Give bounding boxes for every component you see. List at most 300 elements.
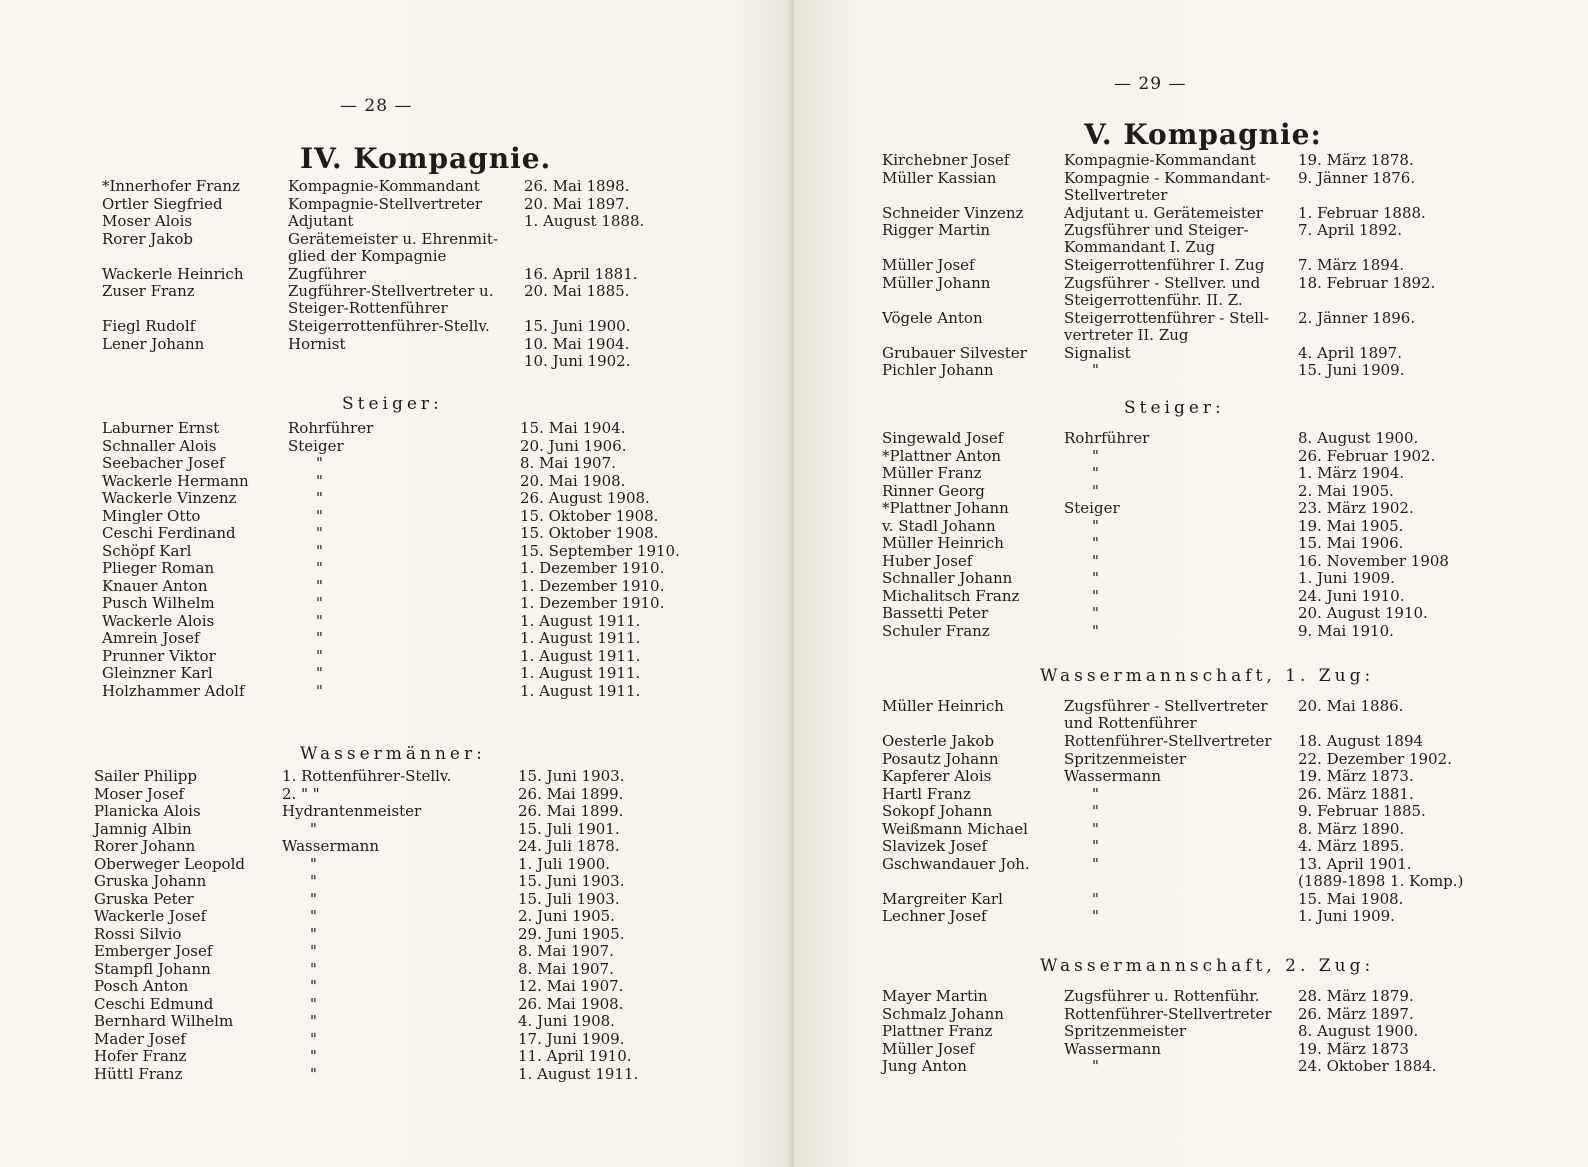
roster-row xyxy=(794,553,1588,571)
roster-row xyxy=(794,605,1588,623)
roster-row xyxy=(0,996,794,1014)
member-name: Wackerle Heinrich xyxy=(102,264,244,283)
member-role: Spritzenmeister xyxy=(1064,749,1186,768)
member-date: 1. August 1911. xyxy=(520,681,641,700)
member-name: Slavizek Josef xyxy=(882,837,988,855)
member-name: *Plattner Johann xyxy=(882,499,1009,517)
member-date: 19. März 1873 xyxy=(1298,1039,1409,1058)
member-name: Ceschi Edmund xyxy=(94,994,214,1013)
member-name: Mayer Martin xyxy=(882,987,988,1005)
member-name: Lechner Josef xyxy=(882,907,987,925)
member-date: 11. April 1910. xyxy=(518,1047,632,1065)
member-role: " xyxy=(310,942,317,960)
member-role: " xyxy=(310,819,317,838)
roster-row xyxy=(794,786,1588,804)
roster-row xyxy=(0,978,794,996)
section-title-steiger: Steiger: xyxy=(1124,398,1225,418)
member-date: 15. Juni 1903. xyxy=(518,767,625,785)
member-date: 1. August 1911. xyxy=(520,611,641,630)
member-date: 2. Juni 1905. xyxy=(518,907,615,925)
roster-row xyxy=(794,448,1588,466)
roster-row xyxy=(0,908,794,926)
member-role: " xyxy=(1092,621,1099,640)
member-date: 19. März 1878. xyxy=(1298,151,1414,169)
member-date: 1. Juni 1909. xyxy=(1298,569,1395,587)
member-role: " xyxy=(1092,854,1099,873)
right-page xyxy=(794,0,1588,1167)
member-name: Singewald Josef xyxy=(882,429,1004,447)
member-role: 1. Rottenführer-Stellv. xyxy=(282,767,452,785)
roster-row xyxy=(0,231,794,266)
roster-row xyxy=(794,908,1588,926)
roster-row xyxy=(794,821,1588,839)
member-date: 16. April 1881. xyxy=(524,264,638,283)
member-date: 24. Oktober 1884. xyxy=(1298,1057,1437,1075)
member-date: 18. Februar 1892. xyxy=(1298,273,1436,292)
member-role: " xyxy=(316,611,323,630)
roster-row xyxy=(794,623,1588,641)
page-number: — 28 — xyxy=(340,96,413,116)
member-role: " xyxy=(316,471,323,490)
member-date: 13. April 1901. (1889-1898 1. Komp.) xyxy=(1298,854,1464,890)
member-role: Wassermann xyxy=(1064,1039,1161,1058)
member-date: 8. Mai 1907. xyxy=(520,454,616,472)
section-title-wassermaenner: Wassermänner: xyxy=(300,744,486,764)
roster-row xyxy=(0,683,794,701)
member-role: Rohrführer xyxy=(1064,429,1150,447)
member-role: Kompagnie-Stellvertreter xyxy=(288,194,483,213)
member-name: Mader Josef xyxy=(94,1029,186,1048)
roster-row xyxy=(794,275,1588,310)
roster-row xyxy=(0,266,794,284)
member-date: 28. März 1879. xyxy=(1298,987,1414,1005)
member-role: " xyxy=(310,994,317,1013)
member-date: 15. Juli 1901. xyxy=(518,819,620,838)
member-date: 1. Juli 1900. xyxy=(518,854,611,873)
roster-row xyxy=(0,613,794,631)
member-role: Adjutant u. Gerätemeister xyxy=(1064,203,1263,222)
member-date: 8. August 1900. xyxy=(1298,1022,1419,1040)
member-role: " xyxy=(310,872,317,890)
member-role: " xyxy=(316,664,323,682)
member-name: Wackerle Vinzenz xyxy=(102,489,237,507)
member-name: *Innerhofer Franz xyxy=(102,177,240,195)
member-date: 1. Dezember 1910. xyxy=(520,576,665,595)
member-date: 8. März 1890. xyxy=(1298,819,1405,838)
roster-row xyxy=(0,838,794,856)
member-date: 18. August 1894 xyxy=(1298,732,1424,750)
member-name: v. Stadl Johann xyxy=(882,516,996,535)
roster-row xyxy=(794,1041,1588,1059)
member-name: Mingler Otto xyxy=(102,506,201,525)
member-role: 2. " " xyxy=(282,784,320,803)
roster-row xyxy=(0,438,794,456)
member-name: Schnaller Johann xyxy=(882,569,1013,587)
member-name: Posautz Johann xyxy=(882,749,999,768)
member-name: Wackerle Josef xyxy=(94,907,207,925)
member-role: Kompagnie - Kommandant- Stellvertreter xyxy=(1064,168,1271,204)
member-name: Gruska Johann xyxy=(94,872,207,890)
member-role: " xyxy=(316,594,323,612)
member-role: Zugsführer und Steiger- Kommandant I. Zug xyxy=(1064,221,1249,256)
member-date: 12. Mai 1907. xyxy=(518,977,624,995)
roster-row xyxy=(0,595,794,613)
member-name: Wackerle Hermann xyxy=(102,471,249,490)
roster-row xyxy=(794,222,1588,257)
roster-row xyxy=(0,560,794,578)
member-name: Zuser Franz xyxy=(102,282,195,300)
member-name: Schöpf Karl xyxy=(102,541,192,560)
section-title-steiger: Steiger: xyxy=(342,394,443,414)
member-role: " xyxy=(1092,1057,1099,1075)
member-role: " xyxy=(316,629,323,647)
member-date: 15. Juni 1903. xyxy=(518,872,625,890)
member-role: " xyxy=(310,977,317,995)
member-role: Kompagnie-Kommandant xyxy=(288,177,480,195)
member-name: Knauer Anton xyxy=(102,576,208,595)
page-number: — 29 — xyxy=(1114,74,1187,94)
member-date: 23. März 1902. xyxy=(1298,499,1414,517)
member-date: 4. Juni 1908. xyxy=(518,1012,615,1030)
member-date: 8. Mai 1907. xyxy=(518,942,614,960)
member-role: Hornist xyxy=(288,334,346,353)
member-role: " xyxy=(1092,464,1099,482)
roster-row xyxy=(0,490,794,508)
roster-row xyxy=(794,803,1588,821)
roster-row xyxy=(0,1066,794,1084)
member-date: 7. April 1892. xyxy=(1298,221,1402,239)
roster-row xyxy=(0,578,794,596)
roster-row xyxy=(0,318,794,336)
member-role: Steigerrottenführer-Stellv. xyxy=(288,317,490,335)
roster-row xyxy=(0,213,794,231)
member-role: " xyxy=(1092,586,1099,605)
member-name: Rorer Johann xyxy=(94,837,196,855)
member-date: 15. Juni 1900. xyxy=(524,317,631,335)
member-name: Sokopf Johann xyxy=(882,802,993,820)
member-date: 15. Juni 1909. xyxy=(1298,361,1405,379)
roster-row xyxy=(794,1006,1588,1024)
member-date: 26. März 1881. xyxy=(1298,784,1414,803)
member-name: Planicka Alois xyxy=(94,802,201,820)
member-role: " xyxy=(310,959,317,978)
member-name: Moser Alois xyxy=(102,212,193,230)
member-name: Michalitsch Franz xyxy=(882,586,1020,605)
member-role: " xyxy=(316,646,323,665)
roster-row xyxy=(0,856,794,874)
roster-row xyxy=(794,535,1588,553)
page-title: IV. Kompagnie. xyxy=(300,142,552,175)
member-role: Steigerrottenführer I. Zug xyxy=(1064,256,1265,274)
member-role: " xyxy=(316,541,323,560)
member-date: 1. Juni 1909. xyxy=(1298,907,1395,925)
member-name: Rigger Martin xyxy=(882,221,991,239)
member-role: Kompagnie-Kommandant xyxy=(1064,151,1256,169)
member-date: 2. Mai 1905. xyxy=(1298,481,1394,500)
member-name: Plieger Roman xyxy=(102,559,215,577)
member-name: Sailer Philipp xyxy=(94,767,197,785)
member-role: Wassermann xyxy=(1064,767,1161,785)
member-role: Signalist xyxy=(1064,343,1131,362)
member-name: Müller Franz xyxy=(882,464,982,482)
member-role: " xyxy=(1092,784,1099,803)
member-role: Steigerrottenführer - Stell- vertreter II. Zug xyxy=(1064,308,1269,344)
member-date: 20. Mai 1886. xyxy=(1298,697,1404,715)
section-title-wassermannschaft-1: Wassermannschaft, 1. Zug: xyxy=(1040,666,1375,686)
roster-row xyxy=(0,648,794,666)
member-name: Jamnig Albin xyxy=(94,819,192,838)
member-role: Rottenführer-Stellvertreter xyxy=(1064,1004,1272,1023)
member-name: Posch Anton xyxy=(94,977,189,995)
roster-row xyxy=(794,838,1588,856)
roster-row xyxy=(794,1058,1588,1076)
member-name: Amrein Josef xyxy=(102,629,200,647)
member-date: 26. Mai 1908. xyxy=(518,994,624,1013)
member-date: 15. Mai 1908. xyxy=(1298,889,1404,908)
member-date: 15. September 1910. xyxy=(520,541,680,560)
member-date: 20. Mai 1885. xyxy=(524,282,630,300)
member-date: 10. Juni 1902. xyxy=(524,352,631,370)
member-role: " xyxy=(1092,551,1099,570)
roster-row xyxy=(794,588,1588,606)
roster-row xyxy=(0,455,794,473)
roster-row xyxy=(0,196,794,214)
member-name: Schuler Franz xyxy=(882,621,990,640)
member-name: Gruska Peter xyxy=(94,889,194,908)
member-date: 1. August 1888. xyxy=(524,212,645,230)
member-role: " xyxy=(1092,516,1099,535)
member-role: " xyxy=(1092,361,1099,379)
member-date: 26. Februar 1902. xyxy=(1298,446,1436,465)
member-date: 1. August 1911. xyxy=(518,1064,639,1083)
roster-row xyxy=(0,768,794,786)
member-name: Grubauer Silvester xyxy=(882,343,1027,362)
member-name: Bassetti Peter xyxy=(882,604,989,622)
member-date: 15. Mai 1904. xyxy=(520,419,626,437)
member-name: Prunner Viktor xyxy=(102,646,216,665)
member-name: Rossi Silvio xyxy=(94,924,182,943)
roster-row xyxy=(794,1023,1588,1041)
member-name: Plattner Franz xyxy=(882,1022,993,1040)
member-name: Wackerle Alois xyxy=(102,611,215,630)
member-role: " xyxy=(1092,889,1099,908)
member-date: 15. Oktober 1908. xyxy=(520,524,659,542)
member-role: " xyxy=(310,854,317,873)
member-name: Schneider Vinzenz xyxy=(882,203,1024,222)
member-date: 4. März 1895. xyxy=(1298,837,1405,855)
roster-row xyxy=(794,518,1588,536)
member-date: 4. April 1897. xyxy=(1298,343,1402,362)
roster-row xyxy=(0,508,794,526)
member-date: 24. Juni 1910. xyxy=(1298,586,1405,605)
member-date: 26. August 1908. xyxy=(520,489,650,507)
member-name: Ortler Siegfried xyxy=(102,194,223,213)
member-date: 26. Mai 1899. xyxy=(518,784,624,803)
member-name: Bernhard Wilhelm xyxy=(94,1012,234,1030)
member-role: " xyxy=(310,889,317,908)
member-name: Moser Josef xyxy=(94,784,185,803)
member-role: " xyxy=(1092,604,1099,622)
roster-row xyxy=(794,310,1588,345)
member-name: *Plattner Anton xyxy=(882,446,1002,465)
member-date: 19. Mai 1905. xyxy=(1298,516,1404,535)
member-role: " xyxy=(316,681,323,700)
member-role: Adjutant xyxy=(288,212,354,230)
member-name: Gschwandauer Joh. xyxy=(882,854,1030,873)
member-role: " xyxy=(310,907,317,925)
member-date: 26. Mai 1898. xyxy=(524,177,630,195)
member-role: Steiger xyxy=(288,436,344,455)
member-date: 15. Juli 1903. xyxy=(518,889,620,908)
roster-row xyxy=(794,483,1588,501)
member-name: Hüttl Franz xyxy=(94,1064,183,1083)
member-date: 1. August 1911. xyxy=(520,664,641,682)
member-date: 1. Dezember 1910. xyxy=(520,594,665,612)
member-name: Müller Heinrich xyxy=(882,697,1004,715)
member-name: Holzhammer Adolf xyxy=(102,681,245,700)
roster-row xyxy=(794,152,1588,170)
member-role: " xyxy=(1092,837,1099,855)
member-name: Pusch Wilhelm xyxy=(102,594,215,612)
member-name: Schmalz Johann xyxy=(882,1004,1004,1023)
member-role: " xyxy=(310,1029,317,1048)
member-date: 24. Juli 1878. xyxy=(518,837,620,855)
member-role: Zugsführer - Stellver. und Steigerrottenführ. II. Z. xyxy=(1064,273,1261,309)
member-role: " xyxy=(1092,802,1099,820)
member-date: 19. März 1873. xyxy=(1298,767,1414,785)
member-date: 22. Dezember 1902. xyxy=(1298,749,1452,768)
member-role: Hydrantenmeister xyxy=(282,802,422,820)
roster-row xyxy=(794,733,1588,751)
member-name: Jung Anton xyxy=(882,1057,967,1075)
member-name: Hartl Franz xyxy=(882,784,971,803)
member-name: Hofer Franz xyxy=(94,1047,187,1065)
member-date: 26. Mai 1899. xyxy=(518,802,624,820)
member-date: 1. August 1911. xyxy=(520,629,641,647)
roster-row xyxy=(0,786,794,804)
roster-row xyxy=(0,803,794,821)
member-date: 9. Jänner 1876. xyxy=(1298,168,1416,187)
roster-row xyxy=(0,543,794,561)
roster-row xyxy=(0,891,794,909)
roster-row xyxy=(794,768,1588,786)
member-date: 20. Mai 1897. xyxy=(524,194,630,213)
member-date: 1. Dezember 1910. xyxy=(520,559,665,577)
roster-row xyxy=(0,1013,794,1031)
member-name: Müller Josef xyxy=(882,1039,975,1058)
member-date: 9. Februar 1885. xyxy=(1298,802,1426,820)
member-name: Müller Heinrich xyxy=(882,534,1004,552)
member-role: " xyxy=(316,559,323,577)
roster-row xyxy=(0,961,794,979)
member-role: " xyxy=(1092,534,1099,552)
member-role: " xyxy=(1092,907,1099,925)
section-title-wassermannschaft-2: Wassermannschaft, 2. Zug: xyxy=(1040,956,1375,976)
member-name: Weißmann Michael xyxy=(882,819,1028,838)
member-name: Müller Kassian xyxy=(882,168,997,187)
roster-row xyxy=(0,525,794,543)
member-role: " xyxy=(310,1064,317,1083)
page-title: V. Kompagnie: xyxy=(1084,118,1322,151)
roster-row xyxy=(0,873,794,891)
member-name: Schnaller Alois xyxy=(102,436,217,455)
roster-row xyxy=(794,751,1588,769)
member-date: 20. August 1910. xyxy=(1298,604,1428,622)
member-role: " xyxy=(316,506,323,525)
roster-row xyxy=(794,257,1588,275)
member-date: 15. Mai 1906. xyxy=(1298,534,1404,552)
roster-row xyxy=(794,430,1588,448)
member-date: 20. Juni 1906. xyxy=(520,436,627,455)
member-role: " xyxy=(316,454,323,472)
member-date: 1. August 1911. xyxy=(520,646,641,665)
member-name: Kapferer Alois xyxy=(882,767,992,785)
member-name: Oberweger Leopold xyxy=(94,854,245,873)
member-name: Fiegl Rudolf xyxy=(102,317,196,335)
member-role: Steiger xyxy=(1064,499,1120,517)
member-date: 8. August 1900. xyxy=(1298,429,1419,447)
member-role: " xyxy=(1092,481,1099,500)
member-date: 16. November 1908 xyxy=(1298,551,1449,570)
roster-row xyxy=(794,891,1588,909)
member-role: Gerätemeister u. Ehrenmit- glied der Kompagnie xyxy=(288,229,498,265)
member-name: Ceschi Ferdinand xyxy=(102,524,236,542)
member-role: Zugführer-Stellvertreter u. Steiger-Rottenführer xyxy=(288,282,494,317)
roster-row xyxy=(794,170,1588,205)
member-role: " xyxy=(310,1047,317,1065)
roster-row xyxy=(794,345,1588,363)
member-name: Vögele Anton xyxy=(882,308,983,327)
member-role: " xyxy=(316,489,323,507)
member-name: Müller Johann xyxy=(882,273,991,292)
member-role: " xyxy=(1092,569,1099,587)
roster-row xyxy=(0,473,794,491)
member-name: Lener Johann xyxy=(102,334,205,353)
roster-row xyxy=(0,353,794,371)
member-name: Pichler Johann xyxy=(882,361,994,379)
member-name: Rinner Georg xyxy=(882,481,985,500)
member-role: " xyxy=(316,576,323,595)
member-role: " xyxy=(310,1012,317,1030)
member-role: Wassermann xyxy=(282,837,379,855)
roster-row xyxy=(0,943,794,961)
member-date: 1. März 1904. xyxy=(1298,464,1405,482)
roster-row xyxy=(794,465,1588,483)
member-date: 15. Oktober 1908. xyxy=(520,506,659,525)
member-role: " xyxy=(310,924,317,943)
member-date: 10. Mai 1904. xyxy=(524,334,630,353)
member-role: Rohrführer xyxy=(288,419,374,437)
member-role: Rottenführer-Stellvertreter xyxy=(1064,732,1272,750)
roster-row xyxy=(0,420,794,438)
roster-row xyxy=(0,665,794,683)
member-name: Stampfl Johann xyxy=(94,959,211,978)
member-date: 2. Jänner 1896. xyxy=(1298,308,1416,327)
member-role: " xyxy=(1092,446,1099,465)
member-date: 7. März 1894. xyxy=(1298,256,1405,274)
member-date: 9. Mai 1910. xyxy=(1298,621,1394,640)
member-role: " xyxy=(1092,819,1099,838)
roster-row xyxy=(794,698,1588,733)
member-role: Zugsführer u. Rottenführ. xyxy=(1064,987,1260,1005)
member-role: Zugsführer - Stellvertreter und Rottenführer xyxy=(1064,697,1268,732)
member-date: 26. März 1897. xyxy=(1298,1004,1414,1023)
member-name: Oesterle Jakob xyxy=(882,732,995,750)
roster-row xyxy=(0,336,794,354)
member-date: 17. Juni 1909. xyxy=(518,1029,625,1048)
member-date: 20. Mai 1908. xyxy=(520,471,626,490)
roster-row xyxy=(0,926,794,944)
